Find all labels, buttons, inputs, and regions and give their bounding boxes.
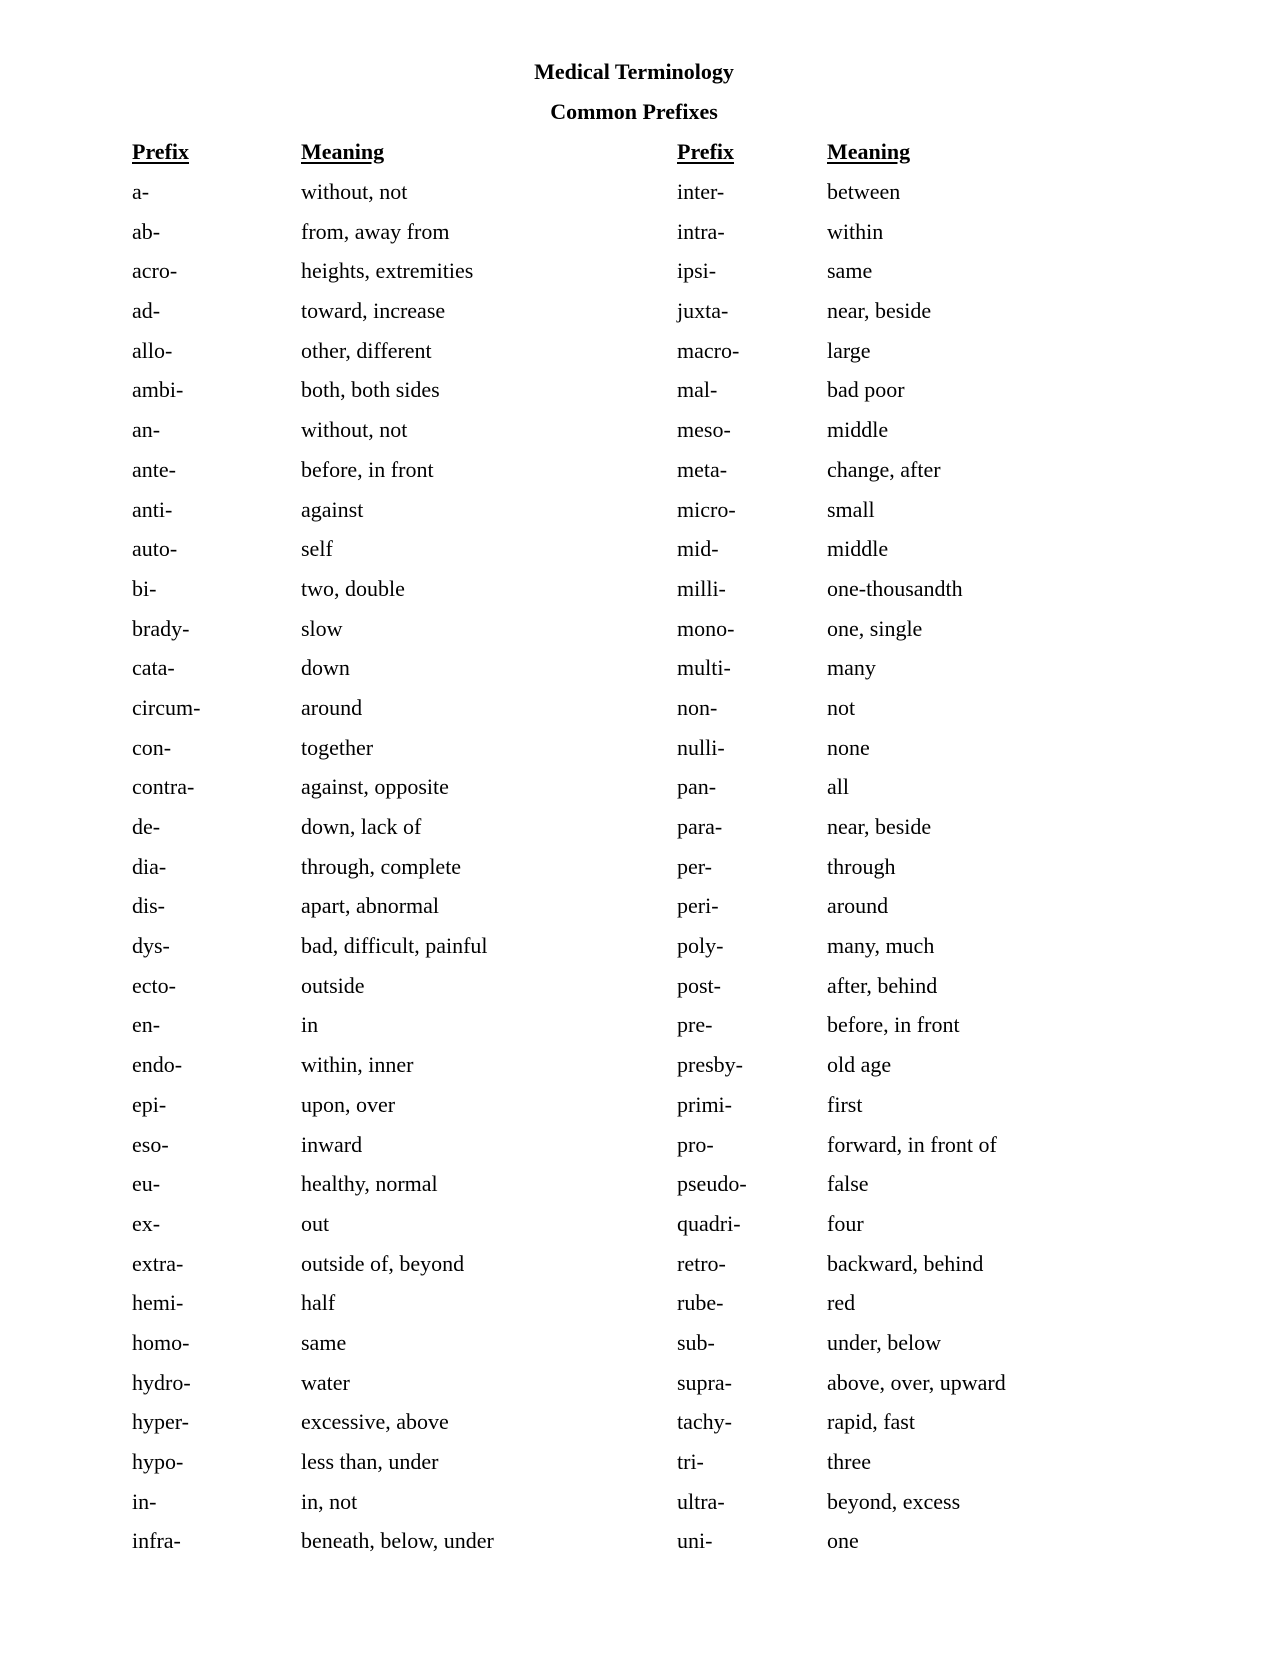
prefix-cell: ab- (132, 218, 161, 244)
prefix-cell: cata- (132, 655, 175, 681)
header-right-prefix: Prefix (677, 139, 735, 164)
prefix-cell: ecto- (132, 972, 176, 998)
meaning-cell: toward, increase (301, 298, 446, 324)
meaning-cell: under, below (827, 1329, 941, 1355)
prefix-cell: meso- (677, 417, 731, 443)
left-meaning-column (301, 179, 494, 1568)
meaning-cell: out (301, 1210, 330, 1236)
meaning-cell: upon, over (301, 1091, 396, 1117)
prefix-cell: endo- (132, 1052, 183, 1078)
prefix-cell: micro- (677, 496, 736, 522)
meaning-cell: backward, behind (827, 1250, 984, 1276)
meaning-cell: both, both sides (301, 377, 440, 403)
meaning-cell: one-thousandth (827, 575, 963, 601)
meaning-cell: outside (301, 972, 365, 998)
meaning-cell: against, opposite (301, 774, 449, 800)
prefix-cell: ultra- (677, 1488, 725, 1514)
meaning-cell: within (827, 218, 884, 244)
prefix-cell: ante- (132, 456, 176, 482)
prefix-cell: auto- (132, 536, 178, 562)
prefix-cell: hyper- (132, 1409, 189, 1435)
meaning-cell: near, beside (827, 814, 932, 839)
meaning-cell: false (827, 1171, 869, 1197)
prefix-cell: ipsi- (677, 258, 717, 284)
meaning-cell: in (301, 1012, 319, 1038)
prefix-cell: quadri- (677, 1210, 741, 1236)
prefix-cell: eso- (132, 1131, 169, 1157)
prefix-cell: extra- (132, 1250, 184, 1276)
prefix-cell: rube- (677, 1290, 724, 1316)
meaning-cell: above, over, upward (827, 1369, 1006, 1395)
prefix-cell: dys- (132, 933, 170, 959)
meaning-cell: four (827, 1210, 864, 1236)
header-left-prefix: Prefix (132, 139, 190, 164)
prefix-cell: mal- (677, 377, 718, 403)
meaning-cell: old age (827, 1052, 892, 1078)
meaning-cell: after, behind (827, 972, 938, 998)
meaning-cell: down, lack of (301, 814, 422, 839)
prefix-cell: tachy- (677, 1409, 732, 1435)
meaning-cell: from, away from (301, 218, 450, 244)
meaning-cell: self (301, 536, 333, 562)
prefix-cell: intra- (677, 218, 725, 244)
prefix-cell: meta- (677, 456, 728, 482)
meaning-cell: other, different (301, 337, 432, 363)
meaning-cell: half (301, 1290, 336, 1316)
meaning-cell: rapid, fast (827, 1409, 915, 1435)
prefix-cell: supra- (677, 1369, 732, 1395)
prefix-cell: ambi- (132, 377, 184, 403)
meaning-cell: bad poor (827, 377, 905, 403)
meaning-cell: healthy, normal (301, 1171, 438, 1197)
meaning-cell: less than, under (301, 1449, 439, 1474)
meaning-cell: outside of, beyond (301, 1250, 465, 1276)
prefix-cell: eu- (132, 1171, 161, 1197)
prefix-cell: contra- (132, 774, 195, 800)
meaning-cell: beneath, below, under (301, 1528, 494, 1554)
meaning-cell: heights, extremities (301, 258, 474, 284)
document-title: Medical Terminology (534, 59, 734, 84)
meaning-cell: slow (301, 615, 343, 641)
prefix-cell: dia- (132, 853, 167, 879)
meaning-cell: water (301, 1369, 350, 1395)
prefix-cell: in- (132, 1488, 157, 1514)
meaning-cell: first (827, 1091, 863, 1117)
meaning-cell: not (827, 694, 856, 720)
prefix-cell: retro- (677, 1250, 726, 1276)
right-meaning-column (827, 179, 1006, 1568)
prefix-cell: infra- (132, 1528, 181, 1554)
prefix-cell: pre- (677, 1012, 713, 1038)
prefix-cell: mono- (677, 615, 735, 641)
meaning-cell: before, in front (827, 1012, 960, 1038)
meaning-cell: red (827, 1290, 856, 1316)
meaning-cell: down (301, 655, 350, 681)
prefix-cell: para- (677, 814, 723, 839)
meaning-cell: without, not (301, 179, 408, 204)
prefix-cell: bi- (132, 575, 157, 601)
meaning-cell: one (827, 1528, 859, 1554)
prefix-cell: pan- (677, 774, 717, 800)
meaning-cell: together (301, 734, 374, 760)
meaning-cell: middle (827, 536, 889, 562)
meaning-cell: one, single (827, 615, 923, 641)
prefix-cell: circum- (132, 694, 201, 720)
meaning-cell: small (827, 496, 875, 522)
meaning-cell: around (301, 694, 363, 720)
right-prefix-column (677, 179, 747, 1568)
prefix-cell: hypo- (132, 1449, 184, 1474)
prefix-cell: primi- (677, 1091, 732, 1117)
prefix-cell: hydro- (132, 1369, 191, 1395)
prefix-cell: ex- (132, 1210, 161, 1236)
prefix-cell: allo- (132, 337, 173, 363)
prefix-cell: uni- (677, 1528, 713, 1554)
meaning-cell: forward, in front of (827, 1131, 997, 1157)
meaning-cell: same (827, 258, 873, 284)
prefix-cell: peri- (677, 893, 719, 919)
prefix-cell: an- (132, 417, 161, 443)
prefix-cell: sub- (677, 1329, 715, 1355)
prefix-cell: post- (677, 972, 721, 998)
left-prefix-column (132, 179, 200, 1568)
prefix-cell: per- (677, 853, 712, 879)
prefix-cell: en- (132, 1012, 161, 1038)
document-subtitle: Common Prefixes (550, 99, 718, 124)
header-right-meaning: Meaning (827, 139, 911, 164)
prefix-cell: anti- (132, 496, 173, 522)
meaning-cell: between (827, 179, 901, 204)
meaning-cell: without, not (301, 417, 408, 443)
meaning-cell: around (827, 893, 889, 919)
meaning-cell: many, much (827, 933, 935, 959)
prefix-cell: acro- (132, 258, 178, 284)
meaning-cell: against (301, 496, 364, 522)
meaning-cell: within, inner (301, 1052, 414, 1078)
prefix-cell: homo- (132, 1329, 190, 1355)
prefix-cell: nulli- (677, 734, 725, 760)
prefix-cell: con- (132, 734, 172, 760)
prefix-cell: milli- (677, 575, 726, 601)
prefix-cell: inter- (677, 179, 725, 204)
prefix-cell: non- (677, 694, 718, 720)
prefix-cell: dis- (132, 893, 165, 919)
meaning-cell: same (301, 1329, 347, 1355)
meaning-cell: in, not (301, 1488, 358, 1514)
prefix-cell: juxta- (677, 298, 729, 324)
prefix-cell: hemi- (132, 1290, 184, 1316)
meaning-cell: inward (301, 1131, 363, 1157)
prefix-cell: mid- (677, 536, 719, 562)
prefix-cell: poly- (677, 933, 724, 959)
meaning-cell: large (827, 337, 871, 363)
prefix-cell: multi- (677, 655, 731, 681)
prefix-cell: presby- (677, 1052, 743, 1078)
prefix-cell: epi- (132, 1091, 167, 1117)
prefix-cell: tri- (677, 1449, 704, 1474)
meaning-cell: before, in front (301, 456, 434, 482)
prefix-cell: de- (132, 814, 161, 839)
meaning-cell: all (827, 774, 849, 800)
header-left-meaning: Meaning (301, 139, 385, 164)
meaning-cell: many (827, 655, 876, 681)
prefix-cell: pro- (677, 1131, 714, 1157)
meaning-cell: beyond, excess (827, 1488, 961, 1514)
prefix-cell: ad- (132, 298, 161, 324)
prefix-cell: a- (132, 179, 150, 204)
meaning-cell: through (827, 853, 896, 879)
meaning-cell: three (827, 1449, 871, 1474)
meaning-cell: apart, abnormal (301, 893, 440, 919)
meaning-cell: bad, difficult, painful (301, 933, 488, 959)
meaning-cell: change, after (827, 456, 941, 482)
prefix-cell: macro- (677, 337, 740, 363)
meaning-cell: near, beside (827, 298, 932, 324)
meaning-cell: excessive, above (301, 1409, 449, 1435)
meaning-cell: through, complete (301, 853, 462, 879)
meaning-cell: two, double (301, 575, 405, 601)
prefix-cell: pseudo- (677, 1171, 747, 1197)
meaning-cell: middle (827, 417, 889, 443)
meaning-cell: none (827, 734, 870, 760)
prefix-cell: brady- (132, 615, 190, 641)
